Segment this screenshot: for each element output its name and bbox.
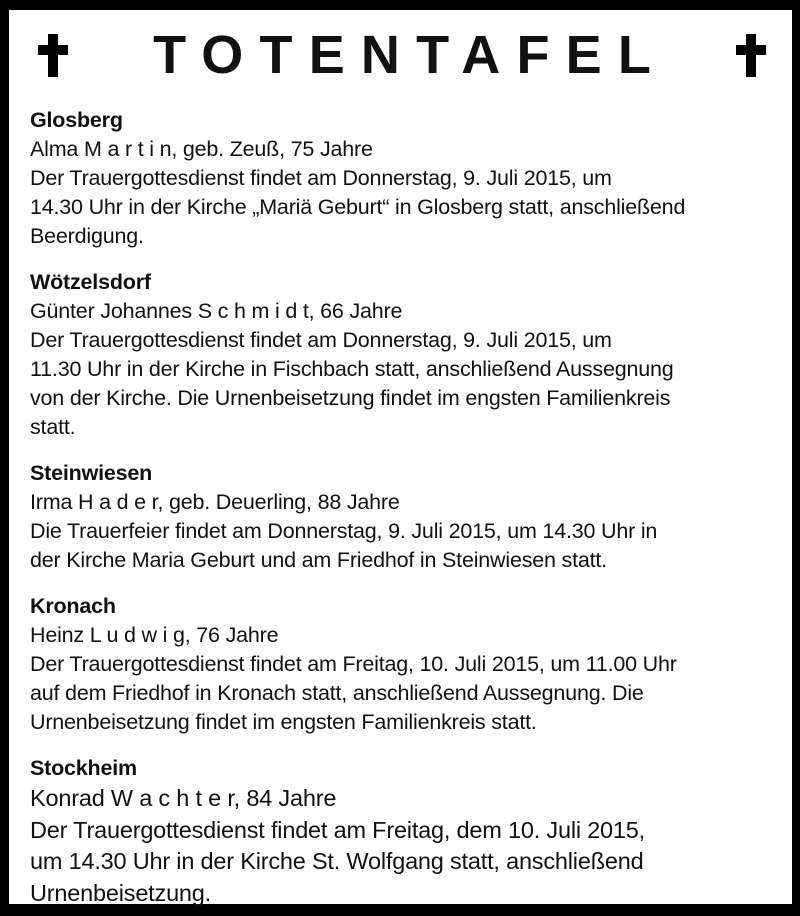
- deceased-name-line: Konrad W a c h t e r, 84 Jahre: [30, 785, 337, 811]
- cross-icon: [736, 34, 766, 77]
- obituary-section-glosberg: [30, 106, 774, 251]
- announcement-line: Der Trauergottesdienst findet am Donnerstag, 9. Juli 2015, um: [30, 328, 612, 352]
- announcement-line: Der Trauergottesdienst findet am Donnerstag, 9. Juli 2015, um: [30, 166, 612, 190]
- page-title: TOTENTAFEL: [153, 25, 668, 85]
- announcement-line: von der Kirche. Die Urnenbeisetzung findet im engsten Familienkreis: [30, 386, 671, 410]
- announcement-line: Urnenbeisetzung.: [30, 879, 212, 906]
- announcement-line: Der Trauergottesdienst findet am Freitag, 10. Juli 2015, um 11.00 Uhr: [30, 652, 677, 676]
- announcement-line: Der Trauergottesdienst findet am Freitag, dem 10. Juli 2015,: [30, 816, 645, 843]
- announcement-line: 14.30 Uhr in der Kirche „Mariä Geburt“ in Glosberg statt, anschließend: [30, 195, 686, 219]
- obituary-section-stockheim: [30, 754, 774, 909]
- town-heading: Wötzelsdorf: [30, 270, 151, 294]
- cross-icon: [38, 34, 68, 77]
- town-heading: Stockheim: [30, 756, 137, 780]
- announcement-line: Die Trauerfeier findet am Donnerstag, 9. Juli 2015, um 14.30 Uhr in: [30, 519, 658, 543]
- obituary-list: [30, 106, 774, 909]
- obituary-section-woetzelsdorf: [30, 268, 774, 442]
- announcement-line: auf dem Friedhof in Kronach statt, anschließend Aussegnung. Die: [30, 681, 644, 705]
- town-heading: Steinwiesen: [30, 461, 153, 485]
- deceased-name-line: Günter Johannes S c h m i d t, 66 Jahre: [30, 299, 403, 323]
- announcement-line: um 14.30 Uhr in der Kirche St. Wolfgang statt, anschließend: [30, 848, 644, 874]
- obituary-section-kronach: [30, 592, 774, 737]
- announcement-line: statt.: [30, 415, 76, 439]
- cross-icon-horizontal-bar: [736, 45, 766, 55]
- announcement-line: der Kirche Maria Geburt und am Friedhof in Steinwiesen statt.: [30, 548, 607, 572]
- announcement-line: 11.30 Uhr in der Kirche in Fischbach statt, anschließend Aussegnung: [30, 357, 674, 381]
- deceased-name-line: Heinz L u d w i g, 76 Jahre: [30, 623, 279, 647]
- deceased-name-line: Irma H a d e r, geb. Deuerling, 88 Jahre: [30, 490, 400, 514]
- title-bar: [30, 27, 774, 83]
- announcement-line: Urnenbeisetzung findet im engsten Familienkreis statt.: [30, 710, 537, 734]
- cross-icon-horizontal-bar: [38, 45, 68, 55]
- town-heading: Glosberg: [30, 108, 123, 132]
- cross-icon-vertical-bar: [48, 34, 58, 77]
- deceased-name-line: Alma M a r t i n, geb. Zeuß, 75 Jahre: [30, 137, 373, 161]
- cross-icon-vertical-bar: [746, 34, 756, 77]
- announcement-line: Beerdigung.: [30, 224, 144, 248]
- town-heading: Kronach: [30, 594, 116, 618]
- obituary-section-steinwiesen: [30, 459, 774, 575]
